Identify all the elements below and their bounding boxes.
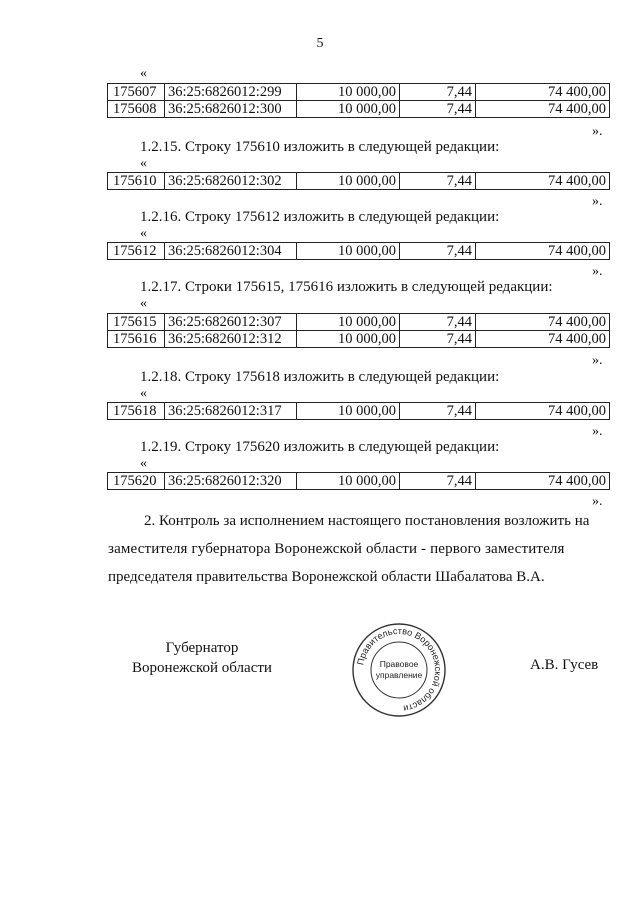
cell-rate: 7,44 [400,331,476,348]
page-number: 5 [316,36,324,51]
signature-name: А.В. Гусев [530,657,599,673]
cell-cadastral: 36:25:6826012:302 [165,173,297,190]
data-table [107,402,610,420]
table-row [108,84,610,101]
cell-number: 175607 [108,84,165,101]
cell-number: 175608 [108,101,165,118]
cell-area: 10 000,00 [297,173,400,190]
close-quote: ». [592,353,603,368]
seal-stamp [351,622,447,718]
open-quote: « [140,456,147,471]
table-row [108,331,610,348]
cell-amount: 74 400,00 [476,331,610,348]
cell-area: 10 000,00 [297,84,400,101]
cell-rate: 7,44 [400,243,476,260]
cell-number: 175618 [108,403,165,420]
cell-amount: 74 400,00 [476,173,610,190]
data-table [107,313,610,348]
seal-ring-text: Правительство Воронежской области [355,625,444,714]
cell-amount: 74 400,00 [476,473,610,490]
open-quote: « [140,296,147,311]
section-heading: 1.2.19. Строку 175620 изложить в следующей редакции: [140,439,500,455]
table-row [108,243,610,260]
cell-amount: 74 400,00 [476,243,610,260]
seal-center-text: управление [375,670,423,680]
data-table [107,242,610,260]
cell-area: 10 000,00 [297,403,400,420]
cell-rate: 7,44 [400,473,476,490]
cell-area: 10 000,00 [297,331,400,348]
close-quote: ». [592,494,603,509]
open-quote: « [140,156,147,171]
cell-area: 10 000,00 [297,473,400,490]
cell-cadastral: 36:25:6826012:320 [165,473,297,490]
open-quote: « [140,66,147,81]
cell-cadastral: 36:25:6826012:300 [165,101,297,118]
cell-number: 175612 [108,243,165,260]
open-quote: « [140,226,147,241]
cell-rate: 7,44 [400,84,476,101]
cell-number: 175615 [108,314,165,331]
cell-cadastral: 36:25:6826012:304 [165,243,297,260]
cell-number: 175616 [108,331,165,348]
cell-area: 10 000,00 [297,243,400,260]
section-heading: 1.2.15. Строку 175610 изложить в следующей редакции: [140,139,500,155]
cell-area: 10 000,00 [297,101,400,118]
signature-title-line: Губернатор [165,640,239,656]
table-row [108,173,610,190]
table-row [108,101,610,118]
section-heading: 1.2.18. Строку 175618 изложить в следующей редакции: [140,369,500,385]
close-quote: ». [592,264,603,279]
signature-title [112,638,292,678]
paragraph-line: председателя правительства Воронежской области Шабалатова В.А. [108,569,545,585]
cell-cadastral: 36:25:6826012:299 [165,84,297,101]
data-table [107,83,610,118]
cell-cadastral: 36:25:6826012:307 [165,314,297,331]
data-table [107,172,610,190]
seal-center-text: Правовое [379,659,419,669]
cell-amount: 74 400,00 [476,403,610,420]
cell-number: 175620 [108,473,165,490]
cell-rate: 7,44 [400,403,476,420]
cell-amount: 74 400,00 [476,314,610,331]
cell-number: 175610 [108,173,165,190]
cell-area: 10 000,00 [297,314,400,331]
table-row [108,473,610,490]
cell-rate: 7,44 [400,314,476,331]
section-heading: 1.2.17. Строки 175615, 175616 изложить в следующей редакции: [140,279,553,295]
close-quote: ». [592,124,603,139]
open-quote: « [140,386,147,401]
cell-amount: 74 400,00 [476,101,610,118]
cell-rate: 7,44 [400,173,476,190]
cell-amount: 74 400,00 [476,84,610,101]
cell-rate: 7,44 [400,101,476,118]
close-quote: ». [592,194,603,209]
paragraph-line: 2. Контроль за исполнением настоящего постановления возложить на [144,513,590,529]
data-table [107,472,610,490]
paragraph-line: заместителя губернатора Воронежской области - первого заместителя [108,541,565,557]
close-quote: ». [592,424,603,439]
table-row [108,314,610,331]
cell-cadastral: 36:25:6826012:317 [165,403,297,420]
signature-title-line: Воронежской области [132,660,272,676]
section-heading: 1.2.16. Строку 175612 изложить в следующей редакции: [140,209,500,225]
cell-cadastral: 36:25:6826012:312 [165,331,297,348]
table-row [108,403,610,420]
